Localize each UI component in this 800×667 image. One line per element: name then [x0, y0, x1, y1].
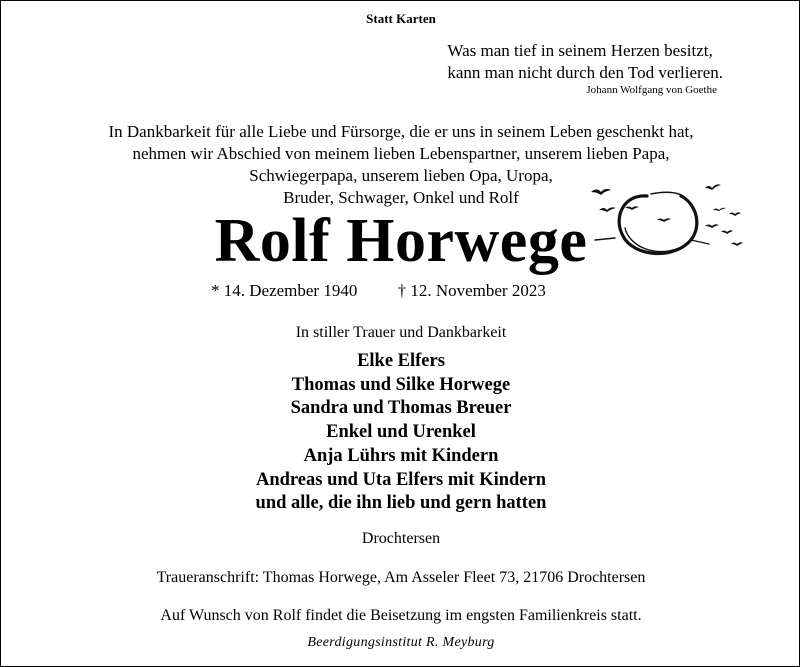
- intro-line: Schwiegerpapa, unserem lieben Opa, Uropa,: [249, 166, 553, 185]
- birth-date: * 14. Dezember 1940: [211, 281, 358, 300]
- mourner-entry: Andreas und Uta Elfers mit Kindern: [255, 469, 547, 490]
- mourner-entry: Elke Elfers: [357, 351, 445, 371]
- funeral-note: Auf Wunsch von Rolf findet die Beisetzung im engsten Familienkreis statt.: [160, 607, 642, 624]
- death-date: † 12. November 2023: [397, 281, 546, 300]
- undertaker-credit: Beerdigungsinstitut R. Meyburg: [307, 635, 495, 650]
- deceased-name: Rolf Horwege: [214, 207, 588, 275]
- intro-line: Bruder, Schwager, Onkel und Rolf: [283, 188, 519, 207]
- mourner-entry: Thomas und Silke Horwege: [291, 374, 511, 395]
- mourning-line: In stiller Trauer und Dankbarkeit: [295, 324, 507, 341]
- quote-line: kann man nicht durch den Tod verlieren.: [447, 63, 723, 82]
- mourner-entry: Sandra und Thomas Breuer: [290, 398, 512, 419]
- mourning-address: Traueranschrift: Thomas Horwege, Am Asseler Fleet 73, 21706 Drochtersen: [156, 569, 646, 586]
- mourner-entry: Enkel und Urenkel: [326, 422, 476, 443]
- mourners-list: [1, 350, 800, 516]
- quote-author: Johann Wolfgang von Goethe: [586, 84, 717, 96]
- header-note: Statt Karten: [366, 11, 436, 26]
- quote-line: Was man tief in seinem Herzen besitzt,: [447, 41, 713, 60]
- birds-circle-icon: [585, 166, 753, 270]
- quote: [447, 40, 723, 84]
- intro-line: In Dankbarkeit für alle Liebe und Fürsorge, die er uns in seinem Leben geschenkt hat,: [108, 122, 694, 141]
- life-dates: [211, 281, 546, 301]
- intro-line: nehmen wir Abschied von meinem lieben Lebenspartner, unserem lieben Papa,: [132, 144, 670, 163]
- place: Drochtersen: [361, 530, 441, 547]
- mourner-entry: Anja Lührs mit Kindern: [303, 445, 499, 466]
- mourner-entry: und alle, die ihn lieb und gern hatten: [255, 493, 547, 514]
